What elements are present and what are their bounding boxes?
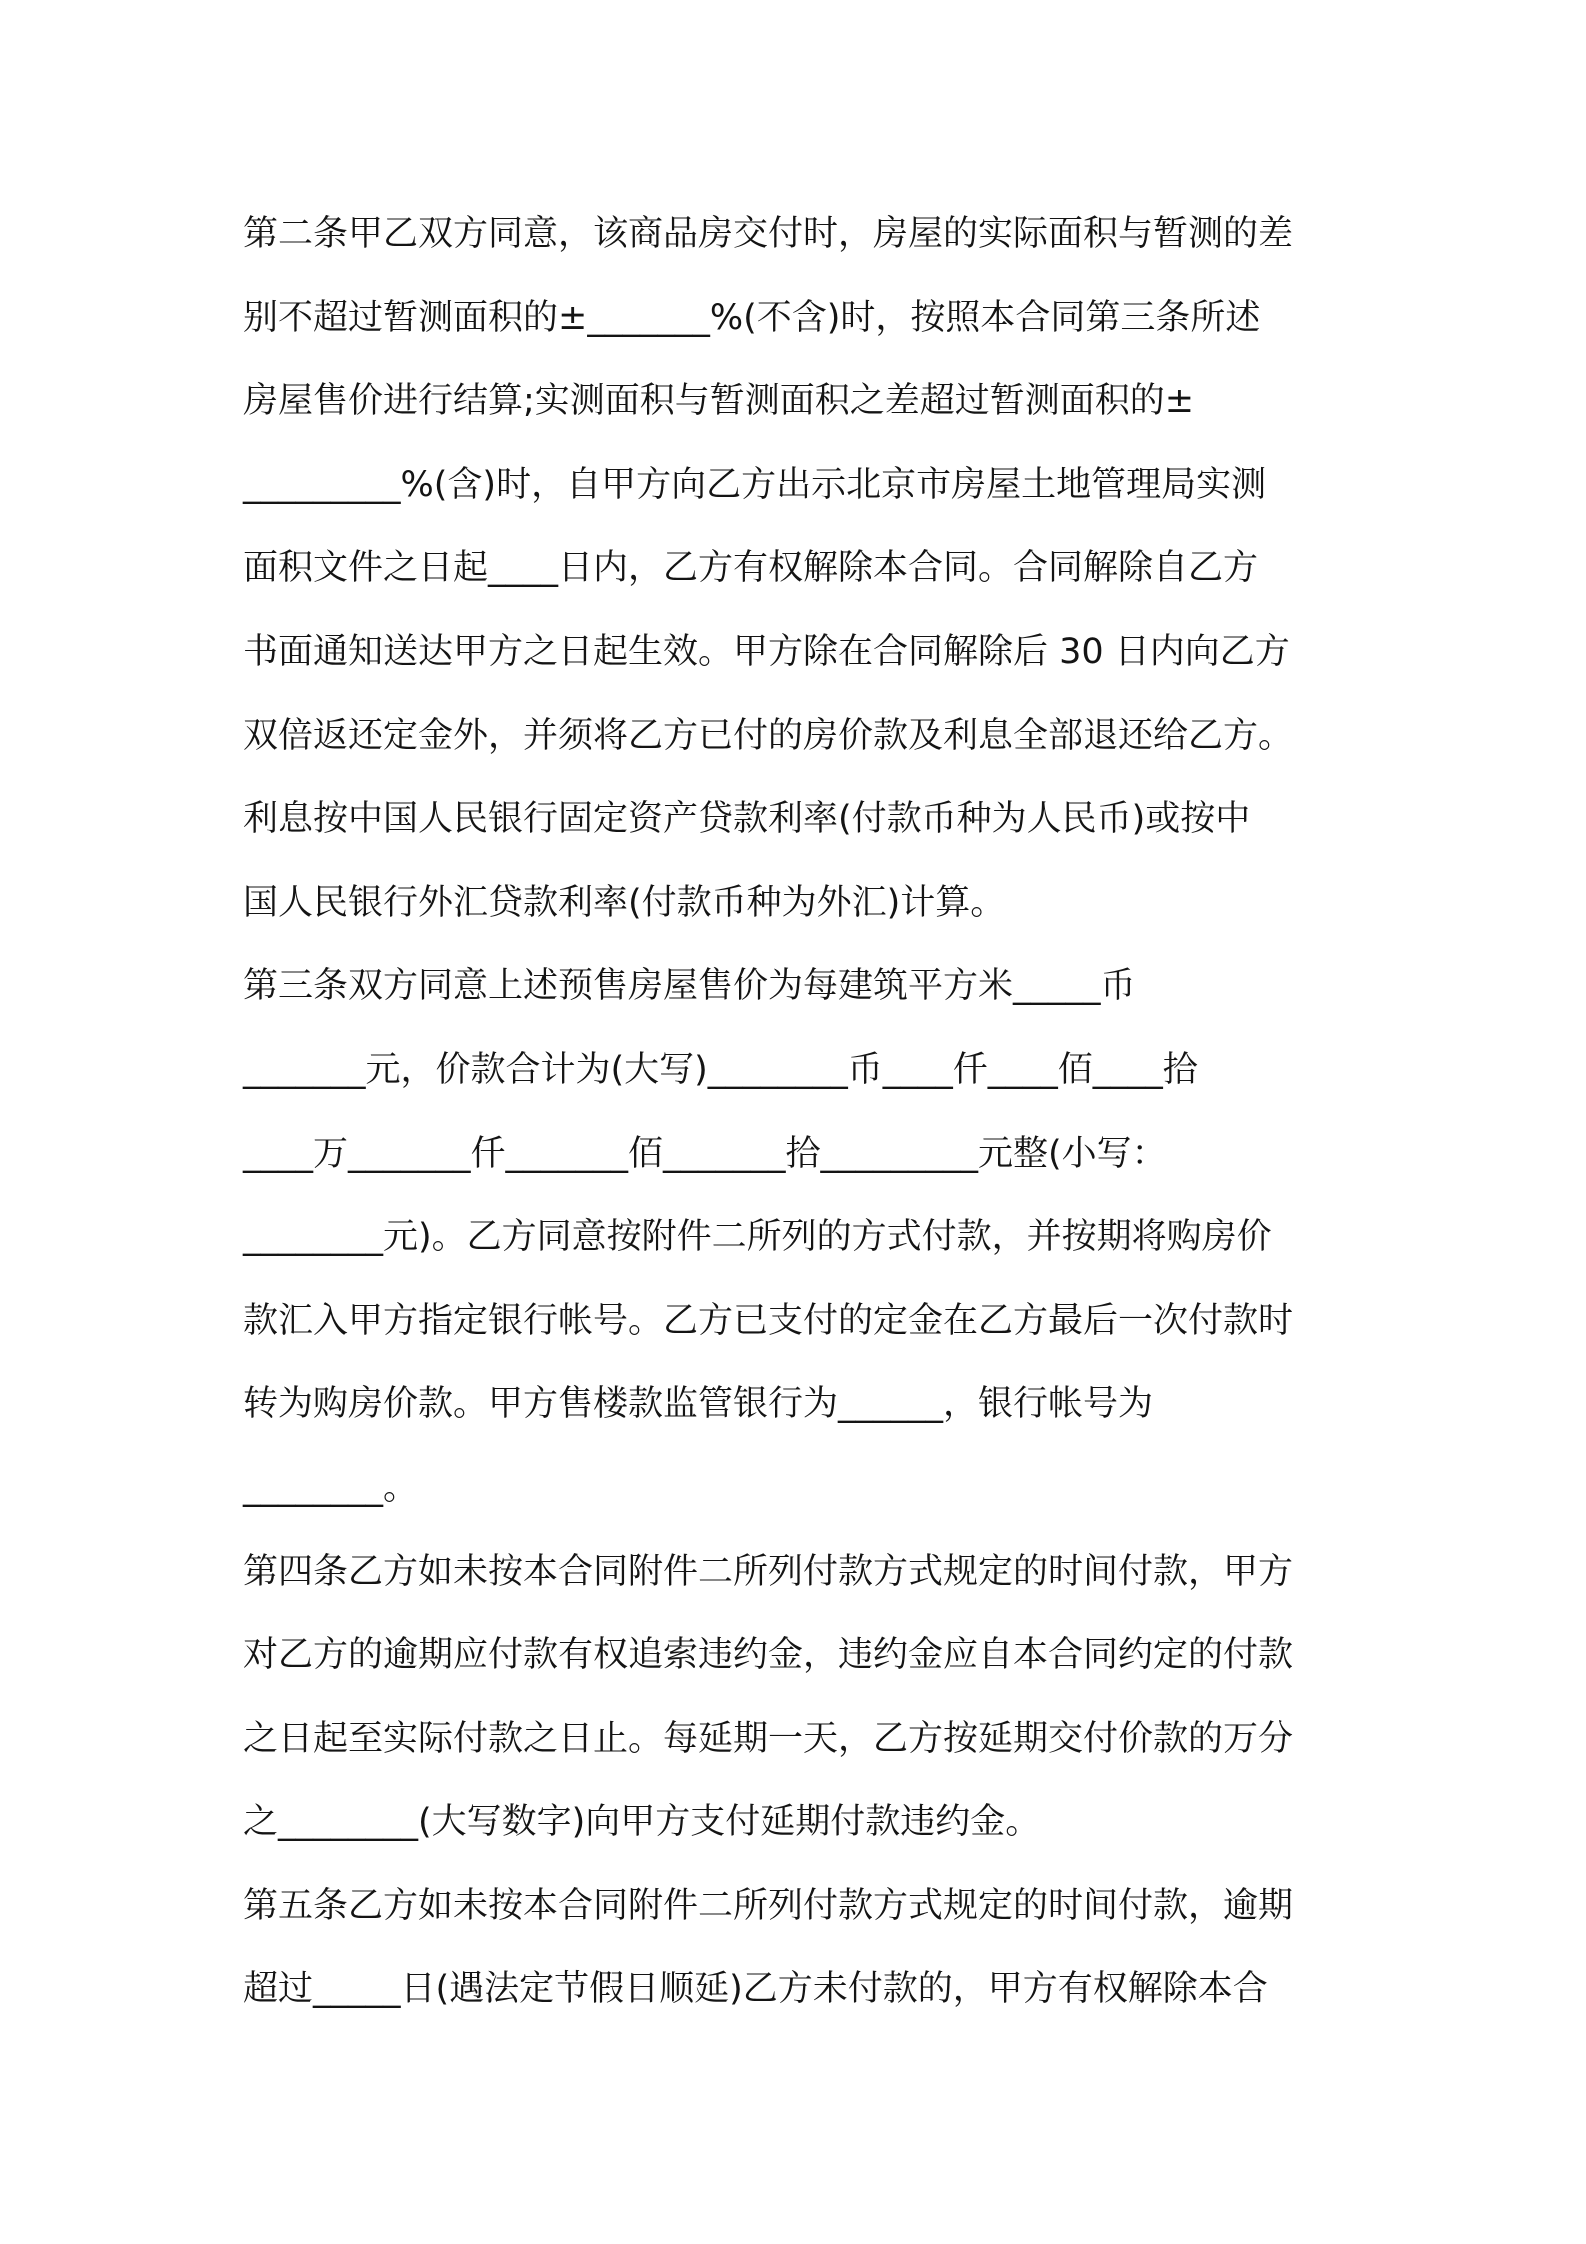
text-line: 超过_____日(遇法定节假日顺延)乙方未付款的，甲方有权解除本合 — [243, 1969, 1268, 2010]
text-line: 转为购房价款。甲方售楼款监管银行为______，银行帐号为 — [243, 1384, 1154, 1425]
text-line: 第二条甲乙双方同意，该商品房交付时，房屋的实际面积与暂测的差 — [243, 214, 1294, 254]
text-line: 款汇入甲方指定银行帐号。乙方已支付的定金在乙方最后一次付款时 — [243, 1300, 1294, 1341]
text-line: 国人民银行外汇贷款利率(付款币种为外汇)计算。 — [243, 882, 1006, 923]
text-line: 面积文件之日起____日内，乙方有权解除本合同。合同解除自乙方 — [243, 548, 1259, 589]
text-line: _________%(含)时，自甲方向乙方出示北京市房屋土地管理局实测 — [243, 464, 1267, 505]
text-line: 第四条乙方如未按本合同附件二所列付款方式规定的时间付款，甲方 — [243, 1551, 1294, 1592]
text-line: ____万_______仟_______佰_______拾_________元整(小写： — [243, 1133, 1167, 1174]
contract-text — [243, 193, 1363, 2032]
text-line: 第三条双方同意上述预售房屋售价为每建筑平方米_____币 — [243, 966, 1136, 1007]
text-line: 别不超过暂测面积的±_______%(不含)时，按照本合同第三条所述 — [243, 297, 1261, 338]
text-line: ________。 — [243, 1467, 419, 1508]
text-line: ________元)。乙方同意按附件二所列的方式付款，并按期将购房价 — [243, 1217, 1272, 1258]
text-line: 第五条乙方如未按本合同附件二所列付款方式规定的时间付款，逾期 — [243, 1885, 1294, 1926]
text-line: 之________(大写数字)向甲方支付延期付款违约金。 — [243, 1802, 1041, 1843]
text-line: _______元，价款合计为(大写)________币____仟____佰____拾 — [243, 1049, 1198, 1090]
text-line: 之日起至实际付款之日止。每延期一天，乙方按延期交付价款的万分 — [243, 1718, 1294, 1759]
text-line: 对乙方的逾期应付款有权追索违约金，违约金应自本合同约定的付款 — [243, 1635, 1294, 1676]
text-line: 房屋售价进行结算;实测面积与暂测面积之差超过暂测面积的± — [243, 381, 1195, 422]
text-line: 双倍返还定金外，并须将乙方已付的房价款及利息全部退还给乙方。 — [243, 715, 1294, 756]
text-line: 利息按中国人民银行固定资产贷款利率(付款币种为人民币)或按中 — [243, 799, 1251, 840]
text-line: 书面通知送达甲方之日起生效。甲方除在合同解除后 30 日内向乙方 — [243, 631, 1290, 672]
